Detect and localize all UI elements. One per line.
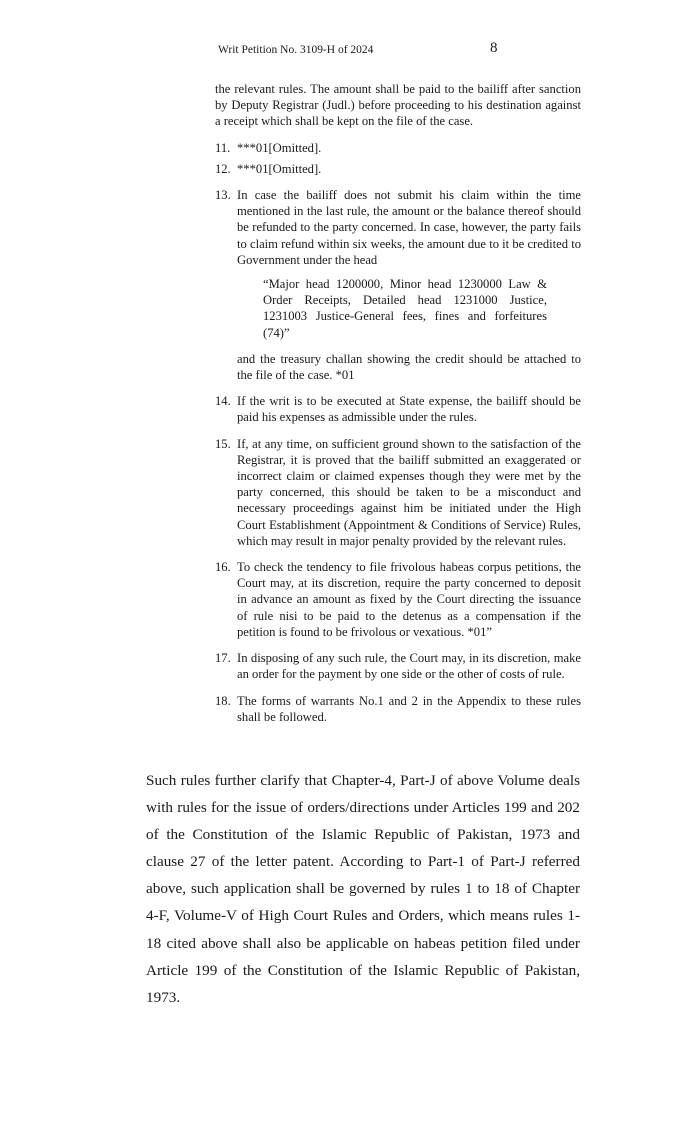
rule-item (215, 187, 581, 268)
rule-item (215, 559, 581, 640)
rule-text: To check the tendency to file frivolous habeas corpus petitions, the Court may, at its discretion, require the party concerned to deposit in advance an amount as fixed by the Court directing the issuance of rule nisi to be paid to the detenus as a compensation if the petition is found to be frivolous or vexatious. *01” (237, 560, 581, 639)
rule-text: If the writ is to be executed at State expense, the bailiff should be paid his expenses as admissible under the rules. (237, 394, 581, 425)
page-number: 8 (490, 40, 498, 56)
body-paragraph: Such rules further clarify that Chapter-4, Part-J of above Volume deals with rules for the issue of orders/directions under Articles 199 and 202 of the Constitution of the Islamic Republic of Pakistan, 1973 and clause 27 of the letter patent. According to Part-1 of Part-J referred above, such application shall be governed by rules 1 to 18 of Chapter 4-F, Volume-V of High Court Rules and Orders, which means rules 1-18 cited above shall also be applicable on habeas petition filed under Article 199 of the Constitution of the Islamic Republic of Pakistan, 1973. (146, 772, 580, 1006)
rule13-head-quote: “Major head 1200000, Minor head 1230000 Law & Order Receipts, Detailed head 1231000 Justice, 1231003 Justice-General fees, fines and forfeitures (74)” (263, 277, 547, 340)
rule-intro-continuation: the relevant rules. The amount shall be paid to the bailiff after sanction by Deputy Registrar (Judl.) before proceeding to his destination against a receipt which shall be kept on the file of the case. (215, 82, 581, 129)
rule-item (215, 650, 581, 682)
rule-number: 14. (215, 394, 231, 409)
rule-text: In disposing of any such rule, the Court may, in its discretion, make an order for the payment by one side or the other of costs of rule. (237, 651, 581, 682)
rule-text: In case the bailiff does not submit his claim within the time mentioned in the last rule, the amount or the balance thereof should be refunded to the party concerned. In case, however, the party fails to claim refund within six weeks, the amount due to it be credited to Government under the head (237, 188, 581, 267)
quoted-rules-block (215, 81, 581, 725)
rule-number: 13. (215, 188, 231, 203)
rule-text: ***01[Omitted]. (237, 140, 322, 155)
case-title-header: Writ Petition No. 3109-H of 2024 (218, 44, 374, 56)
rule-item (215, 693, 581, 725)
rule-number: 11. (215, 140, 231, 155)
rule-item (215, 140, 581, 156)
rule13-continuation: and the treasury challan showing the credit should be attached to the file of the case. *01 (237, 351, 581, 383)
rule-text: ***01[Omitted]. (237, 161, 322, 176)
rule-number: 15. (215, 436, 231, 451)
rule-text: The forms of warrants No.1 and 2 in the Appendix to these rules shall be followed. (237, 693, 581, 724)
rule-number: 18. (215, 693, 231, 708)
rule-number: 16. (215, 560, 231, 575)
rule-number: 17. (215, 651, 231, 666)
rule-item (215, 161, 581, 177)
rule-item (215, 436, 581, 549)
rule-text: If, at any time, on sufficient ground shown to the satisfaction of the Registrar, it is proved that the bailiff submitted an exaggerated or incorrect claim or claimed expenses though they were met by the party concerned, this should be taken to be a misconduct and necessary proceedings against him be initiated under the High Court Establishment (Appointment & Conditions of Service) Rules, which may result in major penalty provided by the relevant rules. (237, 436, 581, 548)
rule-number: 12. (215, 161, 231, 176)
rule-item (215, 393, 581, 425)
